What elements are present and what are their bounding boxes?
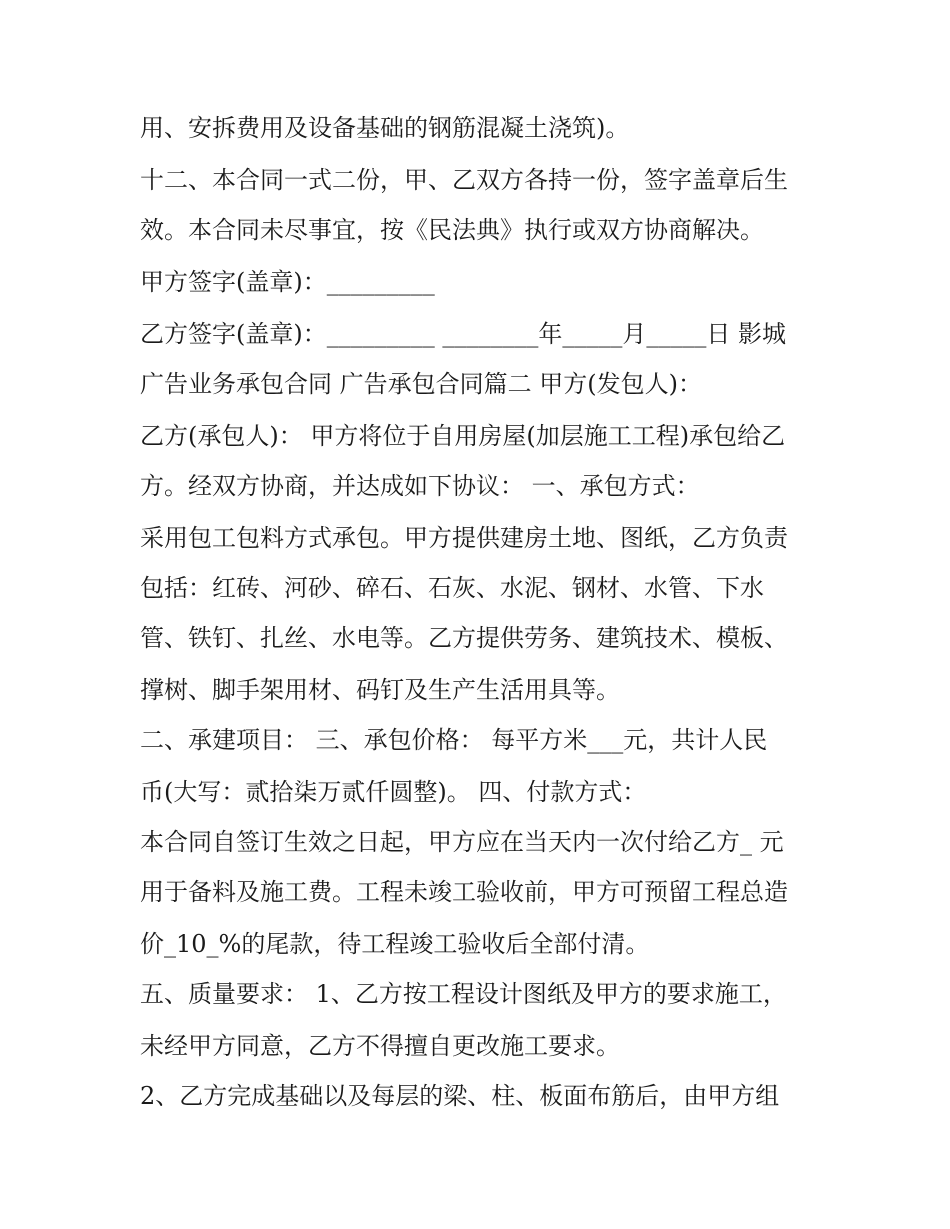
text-line: 二、承建项目： 三、承包价格： 每平方米___元，共计人民 (140, 726, 768, 754)
text-line: 用、安拆费用及设备基础的钢筋混凝土浇筑)。 (140, 114, 630, 142)
text-line: 五、质量要求： 1、乙方按工程设计图纸及甲方的要求施工， (140, 980, 787, 1008)
text-line: 管、铁钉、扎丝、水电等。乙方提供劳务、建筑技术、模板、 (140, 624, 788, 652)
text-line: 价_10_%的尾款，待工程竣工验收后全部付清。 (140, 930, 650, 958)
text-line: 未经甲方同意，乙方不得擅自更改施工要求。 (140, 1032, 620, 1060)
text-line: 十二、本合同一式二份，甲、乙双方各持一份，签字盖章后生 (140, 166, 788, 194)
text-line: 方。经双方协商，并达成如下协议： 一、承包方式： (140, 472, 700, 500)
text-line: 本合同自签订生效之日起，甲方应在当天内一次付给乙方_ 元 (140, 828, 784, 856)
text-line: 乙方签字(盖章)：_________ ________年_____月_____日 影城 (140, 320, 786, 348)
text-line: 效。本合同未尽事宜，按《民法典》执行或双方协商解决。 (140, 216, 764, 244)
text-line: 撑树、脚手架用材、码钉及生产生活用具等。 (140, 676, 620, 704)
text-line: 乙方(承包人)： 甲方将位于自用房屋(加层施工工程)承包给乙 (140, 422, 786, 450)
text-line: 甲方签字(盖章)：_________ (140, 268, 435, 296)
text-line: 广告业务承包合同 广告承包合同篇二 甲方(发包人)： (140, 370, 702, 398)
text-line: 币(大写：贰拾柒万贰仟圆整)。 四、付款方式： (140, 778, 647, 806)
text-line: 包括：红砖、河砂、碎石、石灰、水泥、钢材、水管、下水 (140, 574, 764, 602)
text-line: 采用包工包料方式承包。甲方提供建房土地、图纸，乙方负责 (140, 524, 788, 552)
text-line: 用于备料及施工费。工程未竣工验收前，甲方可预留工程总造 (140, 878, 788, 906)
text-line: 2、乙方完成基础以及每层的梁、柱、板面布筋后，由甲方组 (140, 1082, 780, 1110)
